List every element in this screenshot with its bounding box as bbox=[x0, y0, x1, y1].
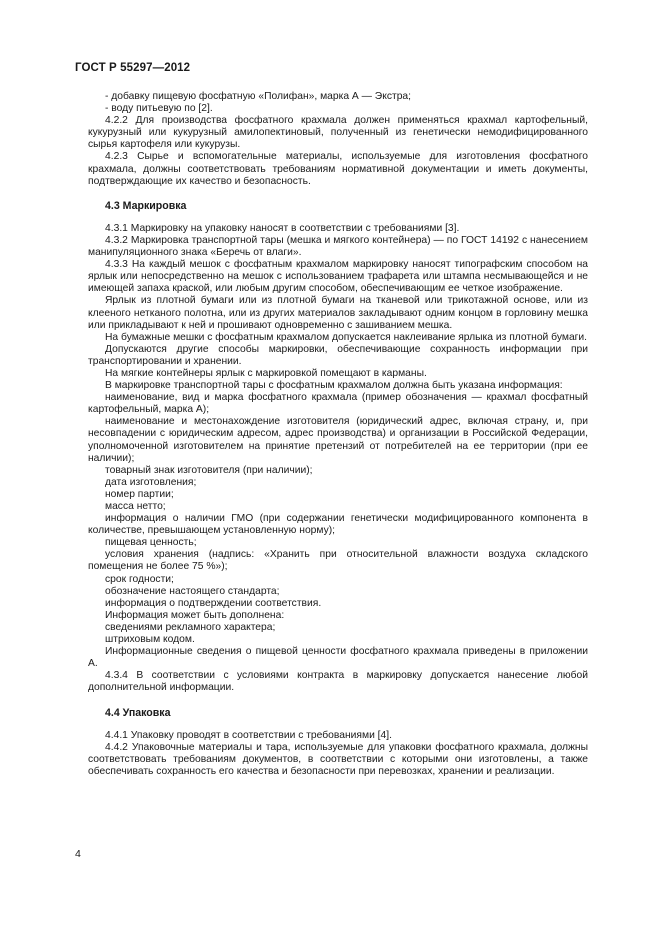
list-item-conformity: информация о подтверждении соответствия. bbox=[105, 597, 322, 609]
paragraph-paper-bags: На бумажные мешки с фосфатным крахмалом допускается наклеивание ярлыка из плотной бумаги. bbox=[105, 331, 588, 343]
paragraph-may-supplement: Информация может быть дополнена: bbox=[105, 609, 285, 621]
paragraph-4-2-2: 4.2.2 Для производства фосфатного крахмала должен применяться крахмал картофельный, кукурузный или кукурузный амилопектиновый, полученный из генетически немодифицированного сырья картофеля или кукурузы. bbox=[88, 115, 588, 151]
list-item-barcode: штриховым кодом. bbox=[105, 634, 195, 646]
paragraph-containers: На мягкие контейнеры ярлык с маркировкой помещают в карманы. bbox=[105, 367, 427, 379]
list-item-nutrition: пищевая ценность; bbox=[105, 537, 197, 549]
list-item-advertising: сведениями рекламного характера; bbox=[105, 621, 276, 633]
section-heading-4-3: 4.3 Маркировка bbox=[105, 199, 187, 212]
paragraph-4-3-2: 4.3.2 Маркировка транспортной тары (мешка и мягкого контейнера) — по ГОСТ 14192 с нанесением манипуляционного знака «Беречь от влаги». bbox=[88, 234, 588, 259]
paragraph-4-2-3: 4.2.3 Сырье и вспомогательные материалы, используемые для изготовления фосфатного крахмала, должны соответствовать требованиям нормативной документации и иметь документы, подтверждающие их качество и безопасность. bbox=[88, 151, 588, 187]
paragraph-label: Ярлык из плотной бумаги или из плотной бумаги на тканевой или трикотажной основе, или из клееного нетканого полотна, или из других материалов закладывают одним концом в горловину мешка или прикладывают к ней и прошивают одновременно с зашиванием мешка. bbox=[88, 295, 588, 331]
paragraph-other-methods: Допускаются другие способы маркировки, обеспечивающие сохранность информации при транспортировании и хранении. bbox=[88, 343, 588, 367]
list-item-gmo: информация о наличии ГМО (при содержании генетически модифицированного компонента в количестве, превышающем установленную норму); bbox=[88, 513, 588, 537]
paragraph-4-3-1: 4.3.1 Маркировку на упаковку наносят в соответствии с требованиями [3]. bbox=[105, 222, 460, 234]
list-item-mass: масса нетто; bbox=[105, 501, 166, 512]
paragraph-4-3-3: 4.3.3 На каждый мешок с фосфатным крахмалом маркировку наносят типографским способом на ярлык или непосредственно на мешок с использованием трафарета или штампа несмывающейся и не имеющей запаха краской, или любым другим способом, обеспечивающим ее четкое изображение. bbox=[88, 259, 588, 295]
list-item-polyfan: - добавку пищевую фосфатную «Полифан», марка А — Экстра; bbox=[105, 91, 412, 102]
paragraph-4-4-1: 4.4.1 Упаковку проводят в соответствии с требованиями [4]. bbox=[105, 729, 392, 741]
paragraph-4-3-4: 4.3.4 В соответствии с условиями контракта в маркировку допускается нанесение любой дополнительной информации. bbox=[88, 670, 588, 694]
list-item-water: - воду питьевую по [2]. bbox=[105, 103, 213, 115]
list-item-storage: условия хранения (надпись: «Хранить при относительной влажности воздуха складского помещения не более 75 %»); bbox=[88, 549, 588, 573]
list-item-shelf-life: срок годности; bbox=[105, 573, 174, 585]
paragraph-appendix-ref: Информационные сведения о пищевой ценности фосфатного крахмала приведены в приложении А. bbox=[88, 646, 588, 670]
list-item-standard: обозначение настоящего стандарта; bbox=[105, 585, 280, 597]
list-item-date: дата изготовления; bbox=[105, 476, 197, 488]
paragraph-4-4-2: 4.4.2 Упаковочные материалы и тара, используемые для упаковки фосфатного крахмала, должны соответствовать требованиям документов, в соответствии с которыми они изготовлены, а также обеспечивать сохранность его качества и безопасности при перевозках, хранении и реализации. bbox=[88, 741, 588, 777]
list-item-batch: номер партии; bbox=[105, 488, 174, 500]
paragraph-info-intro: В маркировке транспортной тары с фосфатным крахмалом должна быть указана информация: bbox=[105, 380, 563, 392]
list-item-manufacturer: наименование и местонахождение изготовителя (юридический адрес, включая страну, и, при несовпадении с юридическим адресом, адрес производства) и организации в Российской Федерации, уполномоченной изготовителем на принятие претензий от потребителей на ее территории (при ее наличии); bbox=[88, 416, 588, 464]
document-header: ГОСТ Р 55297—2012 bbox=[75, 62, 191, 74]
section-heading-4-4: 4.4 Упаковка bbox=[105, 706, 171, 719]
document-body bbox=[88, 91, 588, 778]
list-item-name: наименование, вид и марка фосфатного крахмала (пример обозначения — крахмал фосфатный картофельный, марка А); bbox=[88, 392, 588, 416]
page-number: 4 bbox=[75, 848, 81, 860]
list-item-trademark: товарный знак изготовителя (при наличии); bbox=[105, 464, 313, 476]
